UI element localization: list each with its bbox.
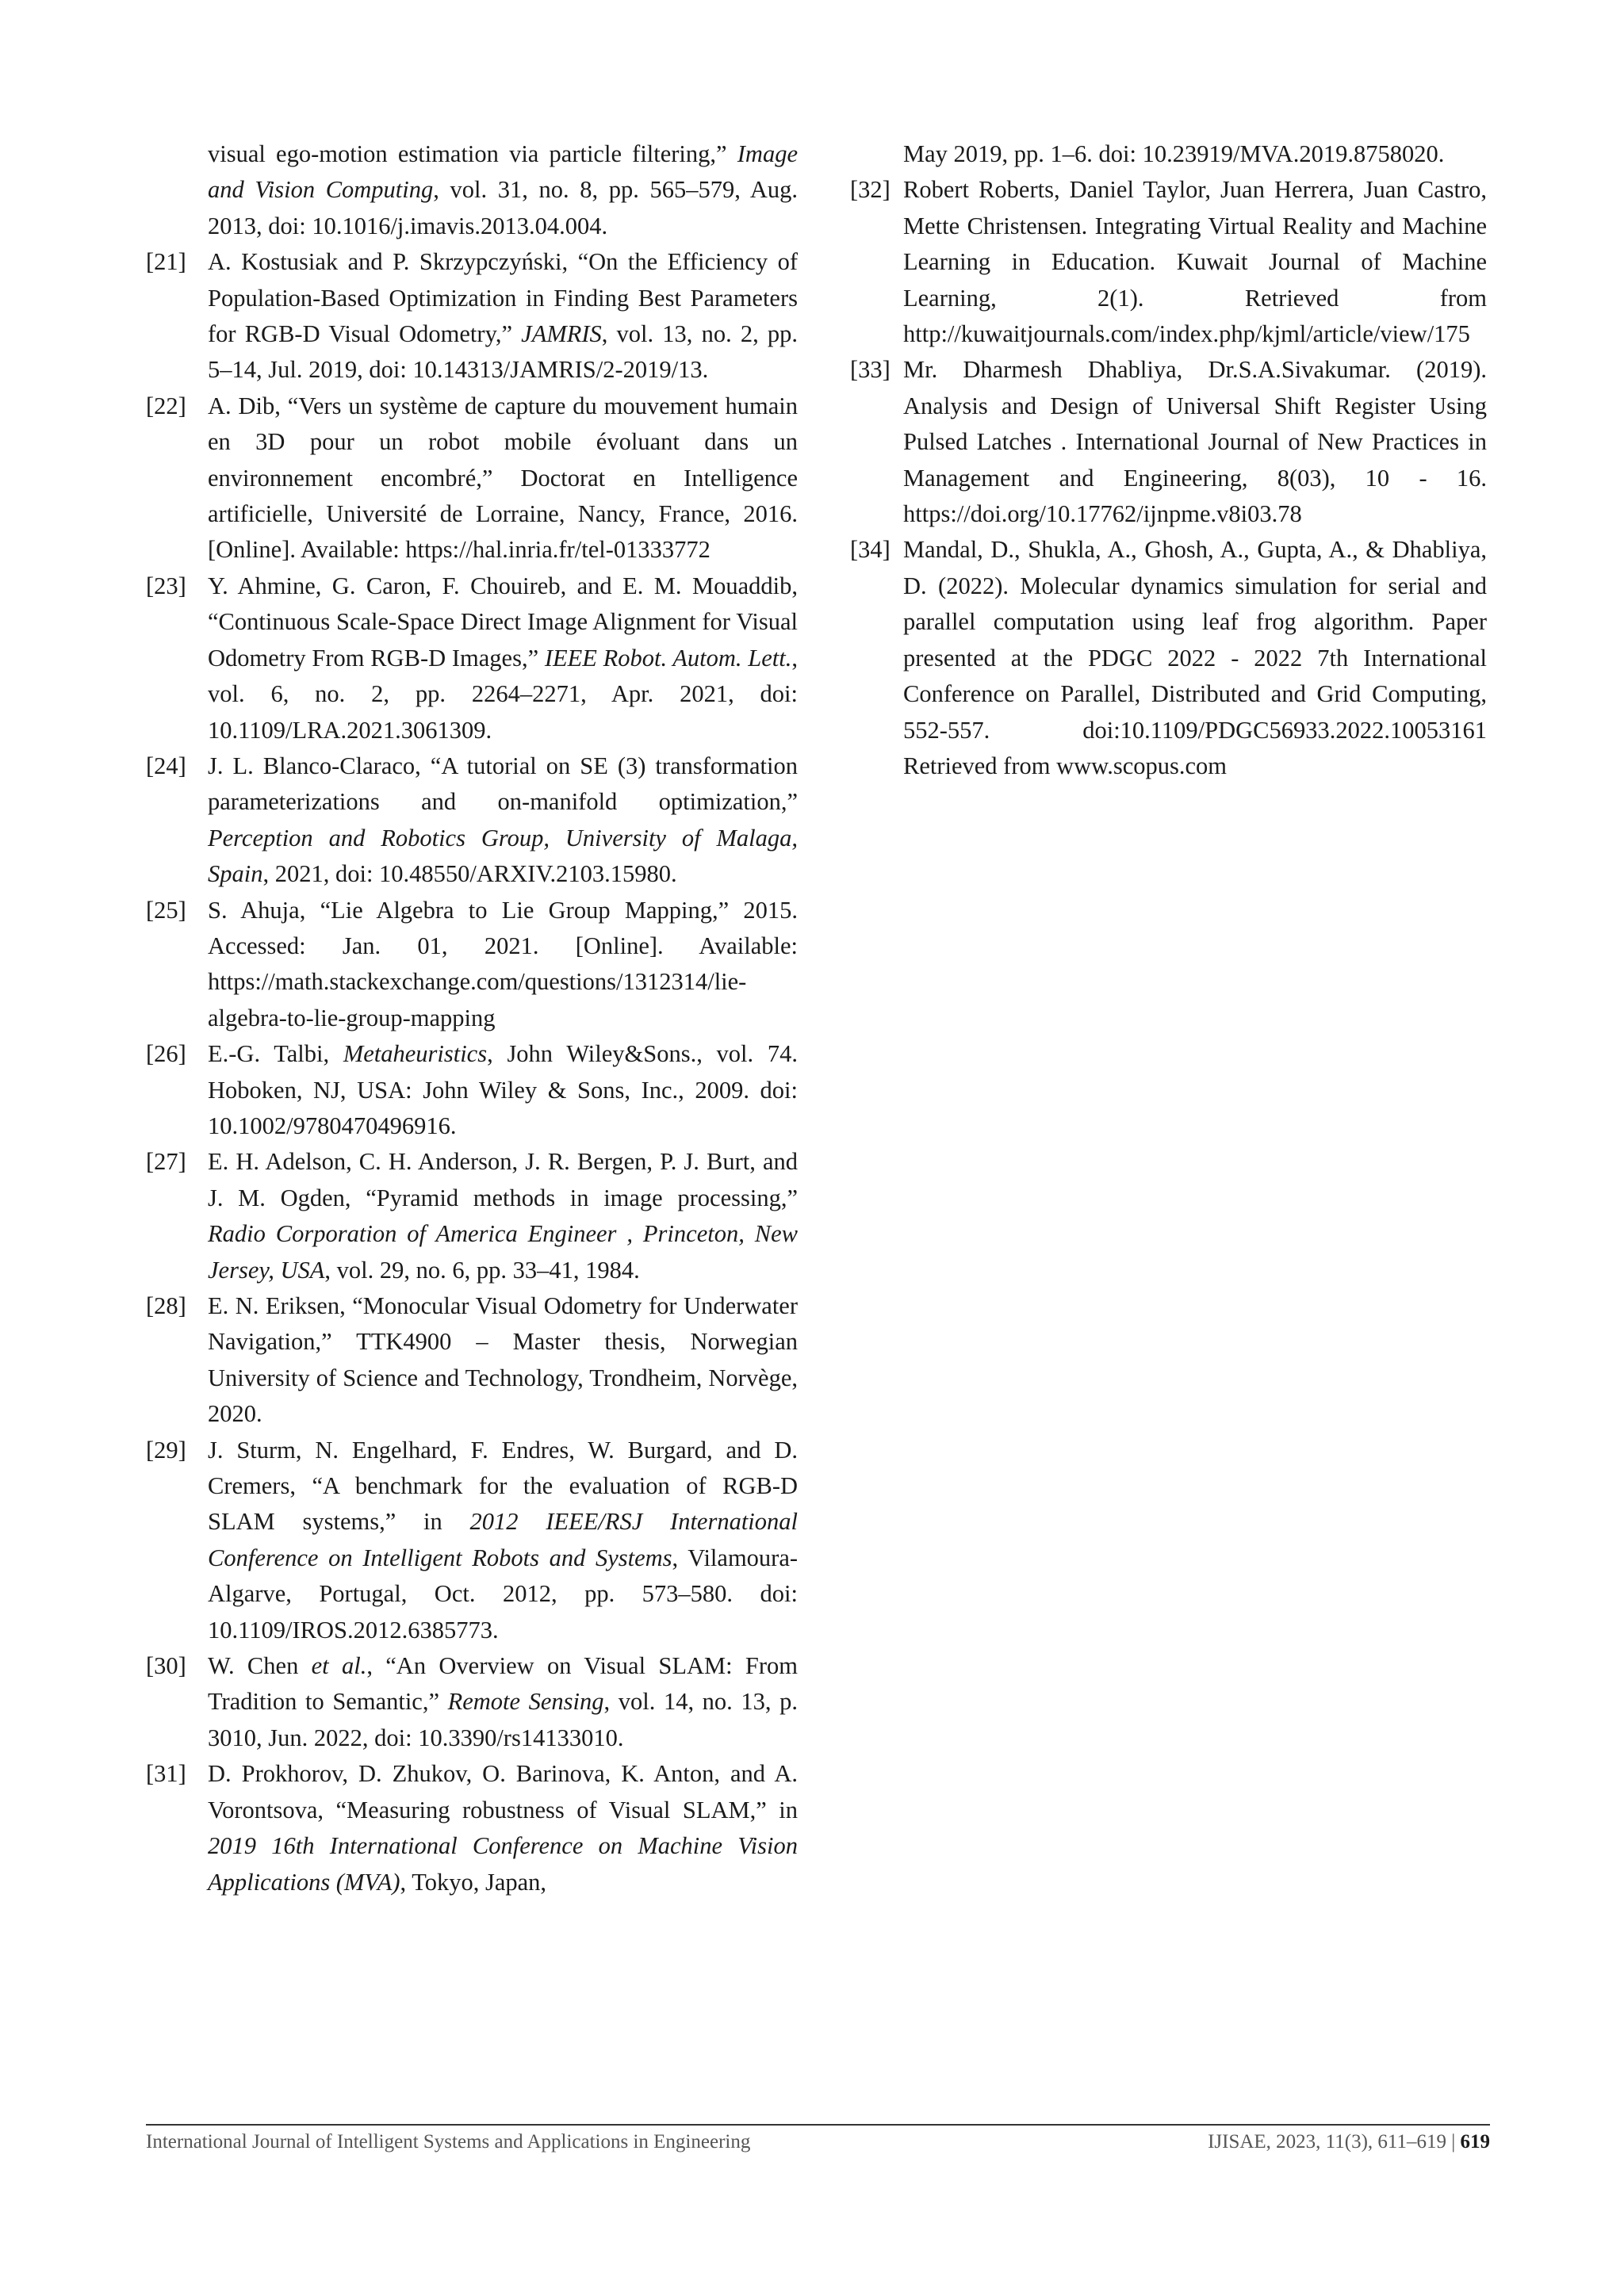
reference-text: Mr. Dharmesh Dhabliya, Dr.S.A.Sivakumar. (2019). Analysis and Design of Universal Shift Register Using Pulsed Latches . International Journal of New Practices in Management and Engineering, 8(03), 10 - 16. https://doi.org/10.17762/ijnpme.v8i03.78	[903, 356, 1487, 528]
reference-number: [25]	[146, 896, 186, 924]
footer-journal-name: International Journal of Intelligent Systems and Applications in Engineering	[146, 2131, 751, 2152]
reference-number: [26]	[146, 1040, 186, 1068]
reference-list	[146, 244, 799, 1900]
reference-text: S. Ahuja, “Lie Algebra to Lie Group Mapping,” 2015. Accessed: Jan. 01, 2021. [Online]. Available: https://math.stackexchange.com/questions/1312314/lie-algebra-to-lie-group-mapping	[208, 896, 798, 1031]
footer-divider	[146, 2124, 1490, 2126]
reference-item	[146, 1648, 798, 1756]
reference-text: A. Dib, “Vers un système de capture du mouvement humain en 3D pour un robot mobile évoluant dans un environnement encombré,” Doctorat en Intelligence artificielle, Université de Lorraine, Nancy, France, 2016. [Online]. Available: https://hal.inria.fr/tel-01333772	[208, 392, 798, 564]
reference-continuation	[182, 136, 798, 244]
reference-text: J. Sturm, N. Engelhard, F. Endres, W. Burgard, and D. Cremers, “A benchmark for the evaluation of RGB-D SLAM systems,” in 2012 IEEE/RSJ International Conference on Intelligent Robots and Systems, Vilamoura-Algarve, Portugal, Oct. 2012, pp. 573–580. doi: 10.1109/IROS.2012.6385773.	[208, 1436, 799, 1644]
reference-text: J. L. Blanco-Claraco, “A tutorial on SE (3) transformation parameterizations and on-manifold optimization,” Perception and Robotics Group, University of Malaga, Spain, 2021, doi: 10.48550/ARXIV.2103.15980.	[208, 752, 798, 888]
reference-number: [29]	[146, 1436, 186, 1464]
reference-number: [33]	[850, 356, 891, 384]
reference-item	[146, 568, 798, 748]
reference-item	[146, 893, 798, 1037]
reference-number: [31]	[146, 1760, 186, 1788]
reference-text: Robert Roberts, Daniel Taylor, Juan Herrera, Juan Castro, Mette Christensen. Integrating Virtual Reality and Machine Learning in Education. Kuwait Journal of Machine Learning, 2(1). Retrieved from http://kuwaitjournals.com/index.php/kjml/article/view/175	[903, 176, 1487, 348]
reference-item	[146, 1756, 798, 1900]
reference-text: May 2019, pp. 1–6. doi: 10.23919/MVA.2019.8758020.	[903, 140, 1445, 167]
reference-number: [23]	[146, 572, 186, 599]
reference-item	[146, 748, 798, 893]
reference-item	[850, 172, 1487, 352]
reference-item	[146, 388, 798, 568]
reference-number: [34]	[850, 536, 891, 564]
reference-item	[850, 532, 1487, 784]
reference-item	[146, 1433, 799, 1648]
reference-text: Mandal, D., Shukla, A., Ghosh, A., Gupta, A., & Dhabliya, D. (2022). Molecular dynamics simulation for serial and parallel computation using leaf frog algorithm. Paper presented at the PDGC 2022 - 2022 7th International Conference on Parallel, Distributed and Grid Computing, 552-557. doi:10.1109/PDGC56933.2022.10053161 Retrieved from www.scopus.com	[903, 536, 1487, 779]
reference-text: Y. Ahmine, G. Caron, F. Chouireb, and E. M. Mouaddib, “Continuous Scale-Space Direct Image Alignment for Visual Odometry From RGB-D Images,” IEEE Robot. Autom. Lett., vol. 6, no. 2, pp. 2264–2271, Apr. 2021, doi: 10.1109/LRA.2021.3061309.	[208, 572, 798, 744]
reference-number: [32]	[850, 176, 891, 204]
page-number: 619	[1460, 2131, 1490, 2152]
references-right-column	[850, 136, 1487, 784]
reference-number: [21]	[146, 248, 186, 276]
reference-number: [22]	[146, 392, 186, 419]
reference-item	[850, 352, 1487, 532]
reference-text: E.-G. Talbi, Metaheuristics, John Wiley&Sons., vol. 74. Hoboken, NJ, USA: John Wiley & Sons, Inc., 2009. doi: 10.1002/9780470496916.	[208, 1040, 798, 1139]
reference-text: E. H. Adelson, C. H. Anderson, J. R. Bergen, P. J. Burt, and J. M. Ogden, “Pyramid methods in image processing,” Radio Corporation of America Engineer , Princeton, New Jersey, USA, vol. 29, no. 6, pp. 33–41, 1984.	[208, 1148, 798, 1284]
reference-text: A. Kostusiak and P. Skrzypczyński, “On the Efficiency of Population-Based Optimization in Finding Best Parameters for RGB-D Visual Odometry,” JAMRIS, vol. 13, no. 2, pp. 5–14, Jul. 2019, doi: 10.14313/JAMRIS/2-2019/13.	[208, 248, 798, 384]
reference-number: [24]	[146, 752, 186, 779]
reference-list	[850, 172, 1487, 784]
reference-number: [27]	[146, 1148, 186, 1176]
footer-citation-text: IJISAE, 2023, 11(3), 611–619 |	[1208, 2131, 1456, 2152]
reference-continuation	[850, 136, 1487, 172]
reference-text: D. Prokhorov, D. Zhukov, O. Barinova, K. Anton, and A. Vorontsova, “Measuring robustness of Visual SLAM,” in 2019 16th International Conference on Machine Vision Applications (MVA), Tokyo, Japan,	[208, 1760, 798, 1896]
reference-number: [28]	[146, 1292, 186, 1319]
reference-text: W. Chen et al., “An Overview on Visual SLAM: From Tradition to Semantic,” Remote Sensing, vol. 14, no. 13, p. 3010, Jun. 2022, doi: 10.3390/rs14133010.	[208, 1652, 798, 1751]
reference-text: E. N. Eriksen, “Monocular Visual Odometry for Underwater Navigation,” TTK4900 – Master thesis, Norwegian University of Science and Technology, Trondheim, Norvège, 2020.	[208, 1292, 798, 1428]
reference-text: visual ego-motion estimation via particle filtering,” Image and Vision Computing, vol. 31, no. 8, pp. 565–579, Aug. 2013, doi: 10.1016/j.imavis.2013.04.004.	[208, 140, 798, 239]
reference-item	[146, 1144, 798, 1288]
references-left-column	[146, 136, 799, 1900]
footer-citation	[1208, 2131, 1490, 2153]
reference-number: [30]	[146, 1652, 186, 1680]
reference-item	[146, 244, 798, 388]
reference-item	[146, 1288, 798, 1433]
reference-item	[146, 1036, 798, 1144]
